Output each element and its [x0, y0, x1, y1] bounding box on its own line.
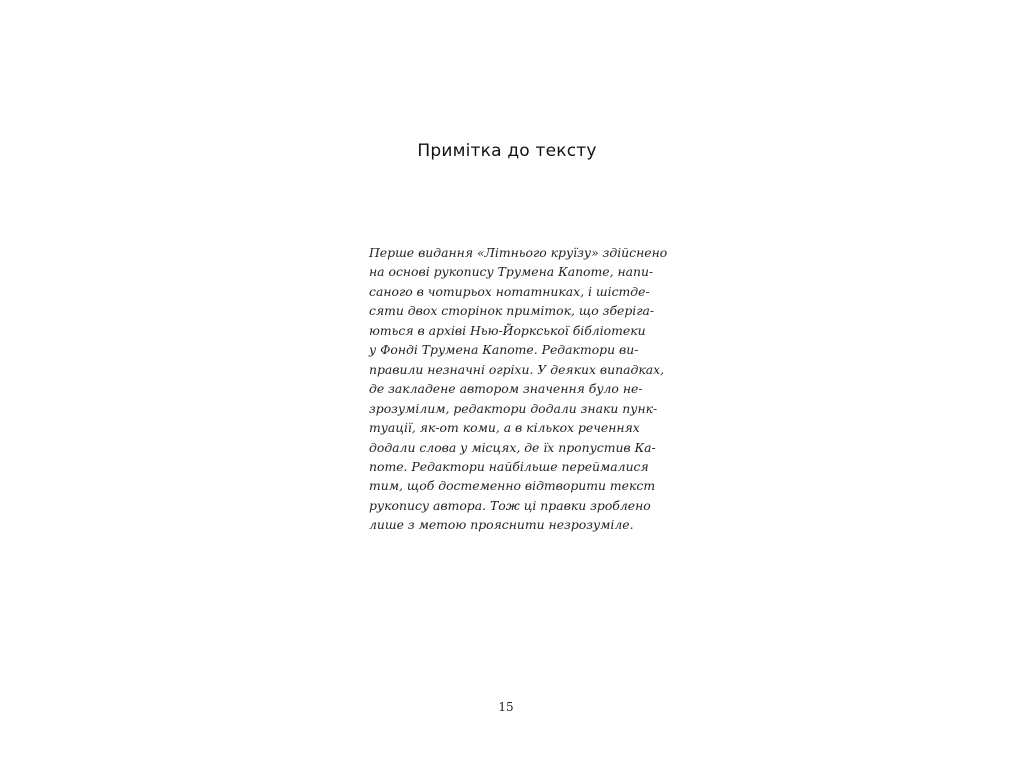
paragraph-line: де закладене автором значення було не-	[369, 381, 643, 397]
paragraph-line: тим, щоб достеменно відтворити текст	[369, 478, 656, 494]
paragraph-line: сяти двох сторінок приміток, що зберіга-	[369, 303, 655, 319]
paragraph-line: у Фонді Трумена Капоте. Редактори ви-	[369, 342, 639, 358]
paragraph-line: туації, як-от коми, а в кількох реченнях	[369, 420, 640, 436]
page-title: Примітка до тексту	[417, 141, 597, 161]
paragraph-line: лише з метою прояснити незрозуміле.	[369, 517, 634, 533]
paragraph-line: ються в архіві Нью-Йоркської бібліотеки	[369, 322, 646, 338]
paragraph-line: зрозумілим, редактори додали знаки пунк-	[369, 400, 658, 416]
paragraph-line: додали слова у місцях, де їх пропустив Ка-	[369, 439, 656, 455]
paragraph-line: правили незначні огріхи. У деяких випадках,	[369, 361, 665, 377]
paragraph-line: Перше видання «Літнього круїзу» здійснено	[369, 245, 668, 260]
page-number: 15	[498, 700, 514, 714]
note-paragraph	[369, 243, 668, 535]
paragraph-line: на основі рукопису Трумена Капоте, напи-	[369, 264, 654, 280]
paragraph-line: поте. Редактори найбільше переймалися	[369, 458, 649, 474]
paragraph-line: саного в чотирьох нотатниках, і шістде-	[369, 283, 650, 299]
paragraph-line: рукопису автора. Тож ці правки зроблено	[369, 497, 651, 513]
